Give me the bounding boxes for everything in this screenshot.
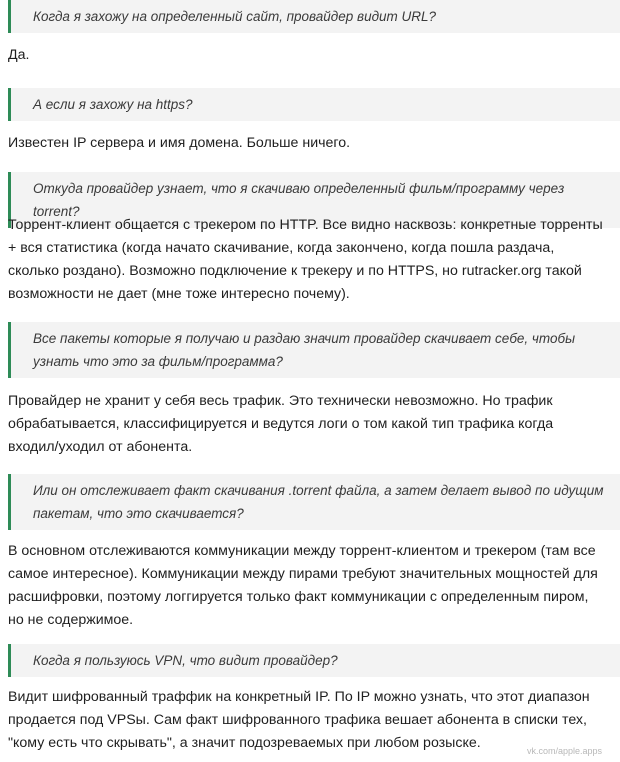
question-2: А если я захожу на https? <box>8 88 620 121</box>
question-3: Откуда провайдер узнает, что я скачиваю определенный фильм/программу через torrent? <box>8 172 620 228</box>
answer-5: В основном отслеживаются коммуникации между торрент-клиентом и трекером (там все самое интересное). Коммуникации между пирами требуют значительных мощностей для расшифровки, поэтому логгируется только факт коммуникации с определенным пиром, но не содержимое. <box>8 543 598 628</box>
question-4: Все пакеты которые я получаю и раздаю значит провайдер скачивает себе, чтобы узнать что это за фильм/программа? <box>8 322 620 378</box>
watermark: vk.com/apple.apps <box>526 746 602 756</box>
answer-1: Да. <box>8 47 30 63</box>
answer-4: Провайдер не хранит у себя весь трафик. Это технически невозможно. Но трафик обрабатывается, классифицируется и ведутся логи о том какой тип трафика когда входил/уходил от абонента. <box>8 393 554 455</box>
question-5: Или он отслеживает факт скачивания .torrent файла, а затем делает вывод по идущим пакетам, что это скачивается? <box>8 474 620 530</box>
question-1: Когда я захожу на определенный сайт, провайдер видит URL? <box>8 0 620 33</box>
question-6: Когда я пользуюсь VPN, что видит провайдер? <box>8 644 620 677</box>
answer-6: Видит шифрованный траффик на конкретный IP. По IP можно узнать, что этот диапазон продается под VPSы. Сам факт шифрованного трафика вешает абонента в списки тех, "кому есть что скрывать", а значит подозреваемых при любом розыске. <box>8 689 590 751</box>
answer-2: Известен IP сервера и имя домена. Больше ничего. <box>8 135 351 151</box>
answer-3: Торрент-клиент общается с трекером по HTTP. Все видно насквозь: конкретные торренты + вся статистика (когда начато скачивание, когда закончено, когда пошла раздача, сколько роздано). Возможно подключение к трекеру и по HTTPS, но rutracker.org такой возможности не дает (мне тоже интересно почему). <box>8 217 603 302</box>
